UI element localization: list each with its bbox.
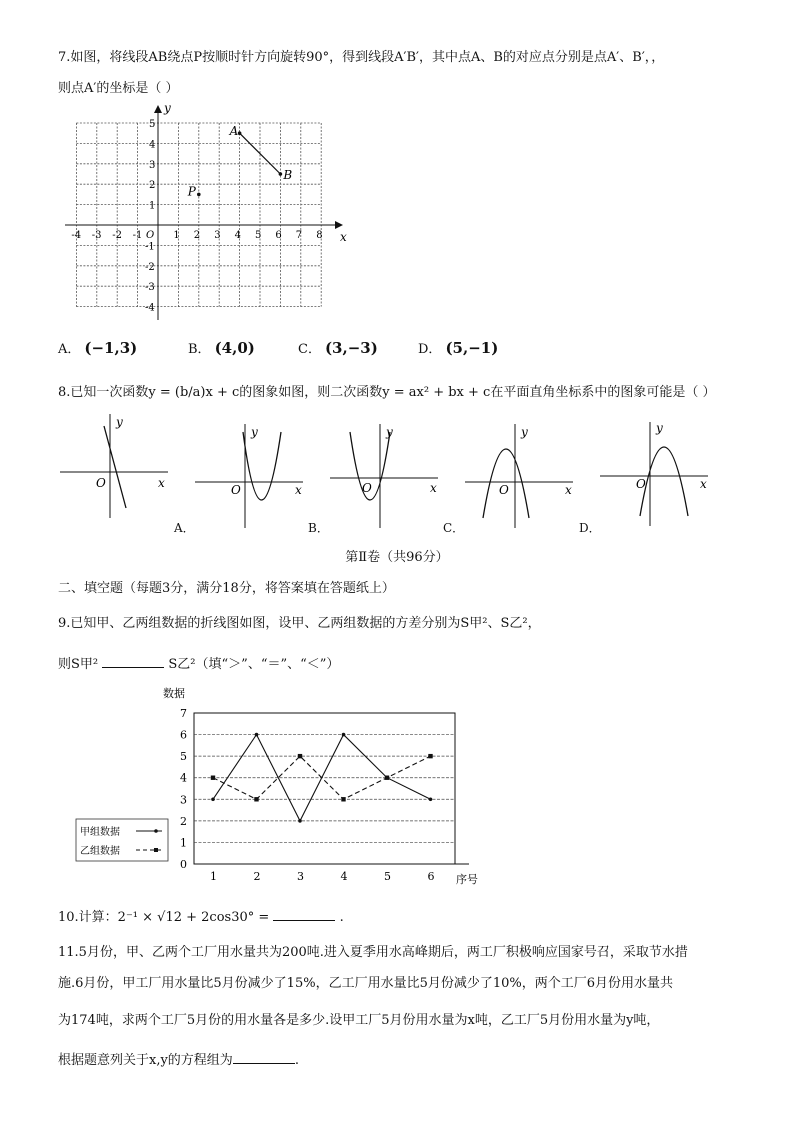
- q11-answer-blank[interactable]: [233, 1051, 295, 1064]
- q7-text-line1: 7.如图，将线段AB绕点P按顺时针方向旋转90°，得到线段A′B′，其中点A、B的对应点分别是点A′、B′，，: [58, 50, 665, 65]
- svg-text:O: O: [231, 483, 241, 497]
- series-point-jia: [211, 797, 215, 801]
- q10-answer-blank[interactable]: [273, 908, 335, 921]
- q8-option-c-label[interactable]: C．: [443, 521, 465, 535]
- legend-jia-label: 甲组数据: [80, 827, 120, 838]
- q7-x-tick: 8: [316, 230, 323, 241]
- q9-y-axis-label: 数据: [163, 687, 185, 700]
- q7-y-tick: -4: [145, 302, 155, 314]
- q9-y-tick: 5: [180, 750, 187, 764]
- q7-text-line2: 则点A′的坐标是（ ）: [58, 81, 179, 96]
- svg-text:x: x: [700, 477, 707, 491]
- q7-x-tick: 4: [234, 230, 241, 241]
- q9-x-tick: 2: [253, 870, 261, 883]
- q7-y-tick: -2: [145, 261, 155, 273]
- q9-y-tick: 4: [180, 771, 187, 785]
- series-point-yi: [428, 754, 432, 758]
- svg-text:O: O: [636, 477, 646, 491]
- point-a-label: A: [229, 124, 239, 139]
- q7-y-tick: -3: [145, 282, 155, 294]
- q8-graph-b[interactable]: [328, 420, 443, 530]
- q9-x-axis-label: 序号: [456, 873, 478, 886]
- q7-x-tick: 3: [214, 230, 221, 241]
- q11-text-line2: 施.6月份，甲工厂用水量比5月份减少了15%，乙工厂用水量比5月份减少了10%，两个工厂6月份用水量共: [58, 976, 674, 991]
- q9-line-chart: [60, 682, 490, 887]
- q10-text: 10.计算：2⁻¹ × √12 + 2cos30° = .: [58, 910, 344, 925]
- q9-y-tick: 0: [180, 858, 187, 871]
- q8-text: 8.已知一次函数y = (b/a)x + c的图象如图，则二次函数y = ax² + bx + c在平面直角坐标系中的图象可能是（ ）: [58, 385, 716, 400]
- svg-text:y: y: [386, 425, 393, 439]
- q9-answer-blank[interactable]: [102, 655, 164, 668]
- q9-y-tick: 3: [180, 793, 187, 807]
- series-point-jia: [255, 733, 259, 737]
- q9-y-tick: 1: [180, 836, 187, 850]
- q7-x-tick: -3: [91, 230, 102, 241]
- series-point-jia: [429, 797, 433, 801]
- q7-x-tick: 7: [295, 230, 303, 241]
- q7-x-tick: 6: [275, 230, 282, 241]
- q7-x-tick: 2: [193, 230, 201, 241]
- q9-x-tick: 4: [340, 870, 348, 883]
- point-p-label: P: [187, 184, 196, 199]
- q7-x-tick: -1: [132, 230, 143, 241]
- q11-text-line3: 为174吨，求两个工厂5月份的用水量各是多少.设甲工厂5月份用水量为x吨，乙工厂5月份用水量为y吨，: [58, 1013, 660, 1028]
- svg-text:y: y: [656, 421, 663, 435]
- q7-x-axis-label: x: [340, 230, 347, 244]
- q7-x-tick: 5: [255, 230, 262, 241]
- series-point-yi: [298, 754, 302, 758]
- q9-y-tick: 7: [180, 707, 187, 720]
- q7-y-axis-label: y: [164, 101, 171, 115]
- q9-text-line1: 9.已知甲、乙两组数据的折线图如图，设甲、乙两组数据的方差分别为S甲²、S乙²，: [58, 616, 541, 631]
- q7-x-tick: -2: [112, 230, 122, 241]
- q8-graph-a[interactable]: [193, 420, 308, 530]
- q9-x-tick: 3: [297, 870, 304, 883]
- q9-text-line2: 则S甲² S乙²（填“＞”、“＝”、“＜”）: [58, 657, 340, 672]
- svg-text:O: O: [96, 476, 106, 490]
- q9-x-tick: 6: [427, 870, 435, 883]
- q7-y-tick: 5: [149, 119, 156, 130]
- q9-y-tick: 2: [180, 814, 187, 828]
- q8-graph-d[interactable]: [598, 418, 713, 528]
- q7-y-tick: -1: [145, 241, 155, 253]
- series-point-jia: [342, 733, 346, 737]
- svg-text:y: y: [521, 425, 528, 439]
- q8-linear-graph: [58, 410, 173, 520]
- q8-option-d-label[interactable]: D．: [579, 521, 601, 535]
- legend-yi-label: 乙组数据: [80, 846, 120, 857]
- q7-option-a[interactable]: A． (−1,3): [58, 339, 138, 357]
- series-point-yi: [254, 797, 258, 801]
- q7-x-tick: -4: [71, 230, 82, 241]
- q7-option-c[interactable]: C． (3,−3): [298, 339, 378, 357]
- fill-in-heading: 二、填空题（每题3分，满分18分，将答案填在答题纸上）: [58, 581, 395, 596]
- q7-x-tick: O: [146, 230, 155, 241]
- q7-y-tick: 3: [149, 159, 156, 171]
- q7-x-tick: 1: [173, 230, 180, 241]
- q11-text-line4: 根据题意列关于x,y的方程组为 .: [58, 1053, 299, 1068]
- q7-y-tick: 2: [149, 180, 156, 192]
- svg-text:y: y: [116, 415, 123, 429]
- series-point-yi: [385, 776, 389, 780]
- section-title: 第Ⅱ卷（共96分）: [345, 550, 449, 565]
- q7-y-tick: 1: [149, 200, 156, 212]
- svg-text:O: O: [499, 483, 509, 497]
- q9-x-tick: 1: [210, 870, 217, 883]
- series-point-yi: [211, 776, 215, 780]
- series-point-jia: [298, 819, 302, 823]
- svg-text:x: x: [295, 483, 302, 497]
- q8-graph-c[interactable]: [463, 420, 578, 530]
- svg-text:x: x: [565, 483, 572, 497]
- svg-text:x: x: [158, 476, 165, 490]
- svg-text:O: O: [362, 481, 372, 495]
- q9-x-tick: 5: [384, 870, 391, 883]
- q7-coordinate-grid: [60, 98, 360, 323]
- series-point-yi: [341, 797, 345, 801]
- q8-option-a-label[interactable]: A．: [174, 521, 195, 535]
- q9-legend: [76, 819, 168, 861]
- svg-text:x: x: [430, 481, 437, 495]
- q7-option-b[interactable]: B． (4,0): [188, 339, 255, 357]
- q8-option-b-label[interactable]: B．: [308, 521, 329, 535]
- point-b-label: B: [283, 168, 293, 182]
- svg-text:y: y: [251, 425, 258, 439]
- q11-text-line1: 11.5月份，甲、乙两个工厂用水量共为200吨.进入夏季用水高峰期后，两工厂积极响应国家号召，采取节水措: [58, 945, 688, 960]
- q7-option-d[interactable]: D． (5,−1): [418, 339, 499, 357]
- q7-y-tick: 4: [149, 139, 156, 151]
- q9-y-tick: 6: [180, 728, 187, 742]
